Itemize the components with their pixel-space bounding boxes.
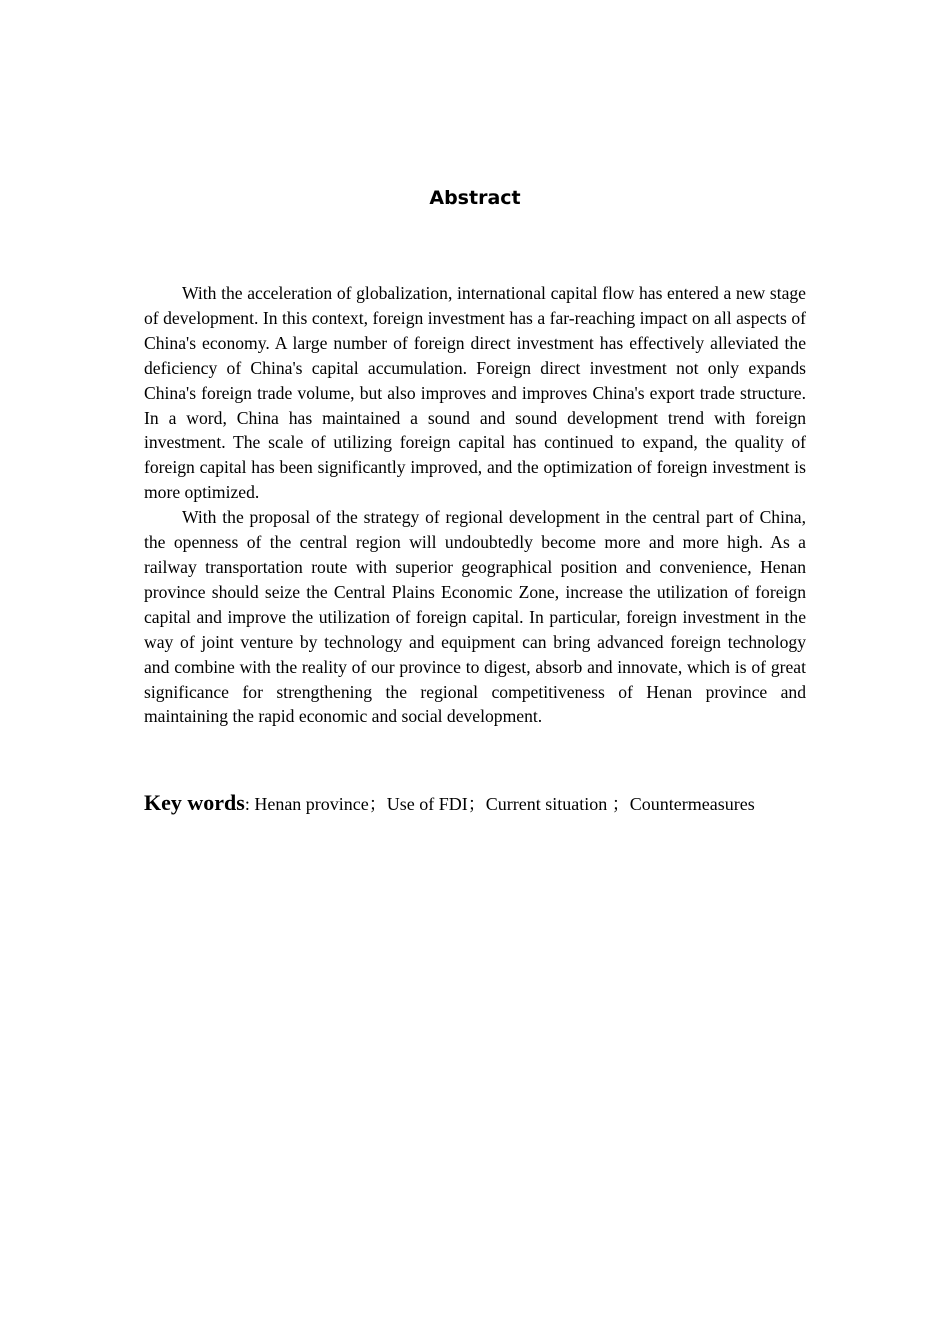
abstract-paragraph-1: With the acceleration of globalization, international capital flow has entered a new stage of development. In this context, foreign investment has a far-reaching impact on all aspects of China's economy. A large number of foreign direct investment has effectively alleviated the deficiency of China's capital accumulation. Foreign direct investment not only expands China's foreign trade volume, but also improves and improves China's export trade structure. In a word, China has maintained a sound and sound development trend with foreign investment. The scale of utilizing foreign capital has continued to expand, the quality of foreign capital has been significantly improved, and the optimization of foreign investment is more optimized. [144, 283, 806, 503]
abstract-paragraph-2: With the proposal of the strategy of regional development in the central part of China, the openness of the central region will undoubtedly become more and more high. As a railway transportation route with superior geographical position and convenience, Henan province should seize the Central Plains Economic Zone, increase the utilization of foreign capital and improve the utilization of foreign capital. In particular, foreign investment in the way of joint venture by technology and equipment can bring advanced foreign technology and combine with the reality of our province to digest, absorb and innovate, which is of great significance for strengthening the regional competitiveness of Henan province and maintaining the rapid economic and social development. [144, 507, 806, 727]
keywords-line [144, 790, 844, 816]
abstract-body [144, 281, 806, 729]
keywords-label: Key words [144, 790, 245, 815]
abstract-title: Abstract [429, 187, 521, 209]
keywords-list: : Henan province；Use of FDI；Current situation ；Countermeasures [244, 794, 755, 814]
